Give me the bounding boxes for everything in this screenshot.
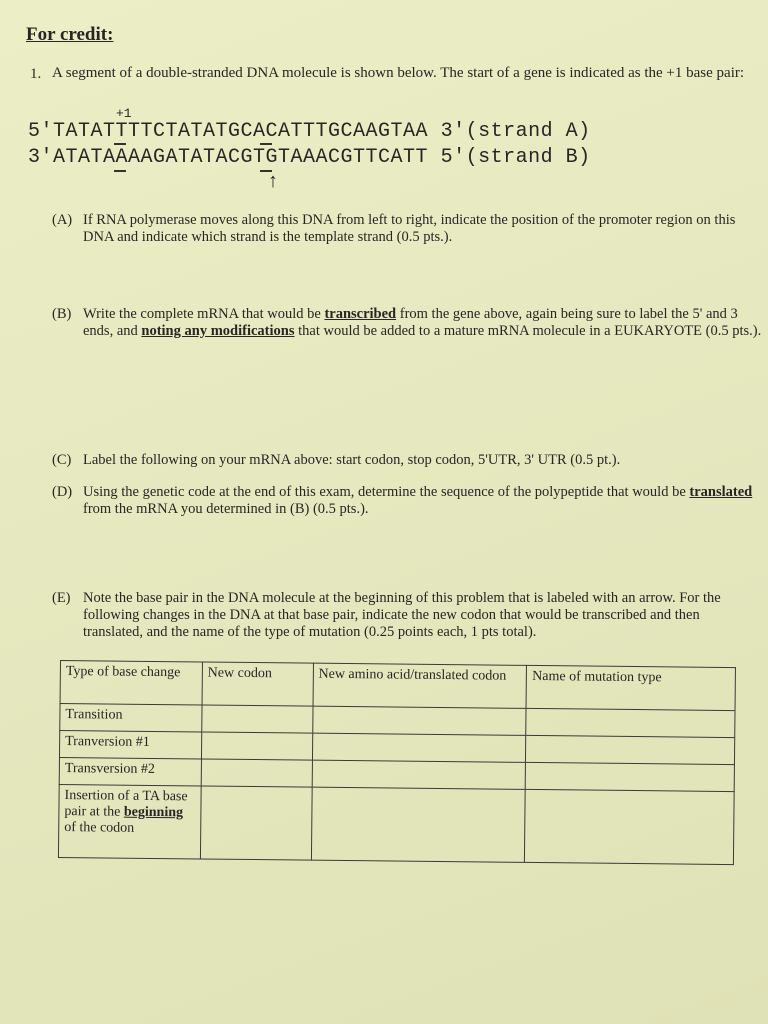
beginning-emphasis: beginning	[123, 804, 184, 821]
part-b-text: Write the complete mRNA that would be transcribed from the gene above, again being sure to label the 5' and 3 ends, and noting any modifications that would be added to a mature mRNA molecule in a EUKARYOTE (0.5 pts.).	[83, 306, 762, 339]
part-e-label: (E)	[52, 590, 71, 606]
plus-one-label: +1	[116, 106, 132, 121]
part-c	[52, 452, 758, 469]
part-b-label: (B)	[52, 306, 72, 322]
answer-cell[interactable]	[201, 759, 312, 787]
answer-cell[interactable]	[525, 789, 734, 864]
header-new-codon: New codon	[202, 662, 313, 706]
answer-cell[interactable]	[526, 735, 735, 764]
mutation-site-overline-mark	[260, 143, 272, 145]
plus-one-underline-mark	[114, 170, 126, 172]
part-d-text: Using the genetic code at the end of this exam, determine the sequence of the polypeptide that would be translated from the mRNA you determined in (B) (0.5 pts.).	[83, 484, 753, 517]
answer-cell[interactable]	[526, 708, 735, 737]
answer-cell[interactable]	[312, 706, 526, 735]
part-e-text: Note the base pair in the DNA molecule at the beginning of this problem that is labeled with an arrow. For the following changes in the DNA at that base pair, indicate the new codon that would be transcribed and then translated, and the name of the type of mutation (0.25 points each, 1 pts total).	[83, 590, 721, 640]
part-a	[52, 212, 758, 246]
dna-strand-a: 5'TATATTTTCTATATGCACATTTGCAAGTAA 3'(strand A)	[28, 120, 591, 143]
question-number: 1.	[30, 66, 42, 82]
part-a-text: If RNA polymerase moves along this DNA from left to right, indicate the position of the promoter region on this DNA and indicate which strand is the template strand (0.5 pts.).	[83, 212, 736, 245]
answer-cell[interactable]	[201, 732, 312, 760]
plus-one-overline-mark	[114, 143, 126, 145]
answer-cell[interactable]	[312, 733, 526, 762]
dna-strand-b: 3'ATATAAAAGATATACGTGTAAACGTTCATT 5'(strand B)	[28, 146, 591, 169]
part-d	[52, 484, 758, 518]
answer-cell[interactable]	[200, 786, 312, 860]
answer-cell[interactable]	[312, 760, 526, 789]
part-a-label: (A)	[52, 212, 73, 228]
answer-cell[interactable]	[202, 705, 313, 733]
mutation-table	[58, 660, 736, 865]
header-new-amino-acid: New amino acid/translated codon	[313, 663, 527, 708]
row-label-insertion: Insertion of a TA base pair at the beginning of the codon	[58, 784, 201, 858]
row-label-transversion-1: Tranversion #1	[59, 731, 201, 759]
answer-cell[interactable]	[526, 762, 735, 791]
table-row	[58, 784, 734, 864]
page-heading: For credit:	[26, 24, 114, 45]
header-mutation-type: Name of mutation type	[526, 665, 735, 710]
row-label-transition: Transition	[60, 704, 202, 732]
part-b	[52, 306, 764, 340]
translated-emphasis: translated	[689, 484, 753, 500]
up-arrow-icon: ↑	[268, 170, 278, 192]
modifications-emphasis: noting any modifications	[141, 323, 295, 339]
question-text: A segment of a double-stranded DNA molecule is shown below. The start of a gene is indicated as the +1 base pair:	[52, 65, 745, 81]
transcribed-emphasis: transcribed	[324, 306, 397, 322]
part-c-text: Label the following on your mRNA above: start codon, stop codon, 5'UTR, 3' UTR (0.5 pt.).	[83, 452, 621, 468]
part-e	[52, 590, 752, 641]
part-c-label: (C)	[52, 452, 72, 468]
answer-cell[interactable]	[311, 787, 525, 862]
part-d-label: (D)	[52, 484, 73, 500]
row-label-transversion-2: Transversion #2	[59, 757, 201, 785]
table-header-row	[60, 661, 735, 711]
header-type-of-base-change: Type of base change	[60, 661, 202, 705]
